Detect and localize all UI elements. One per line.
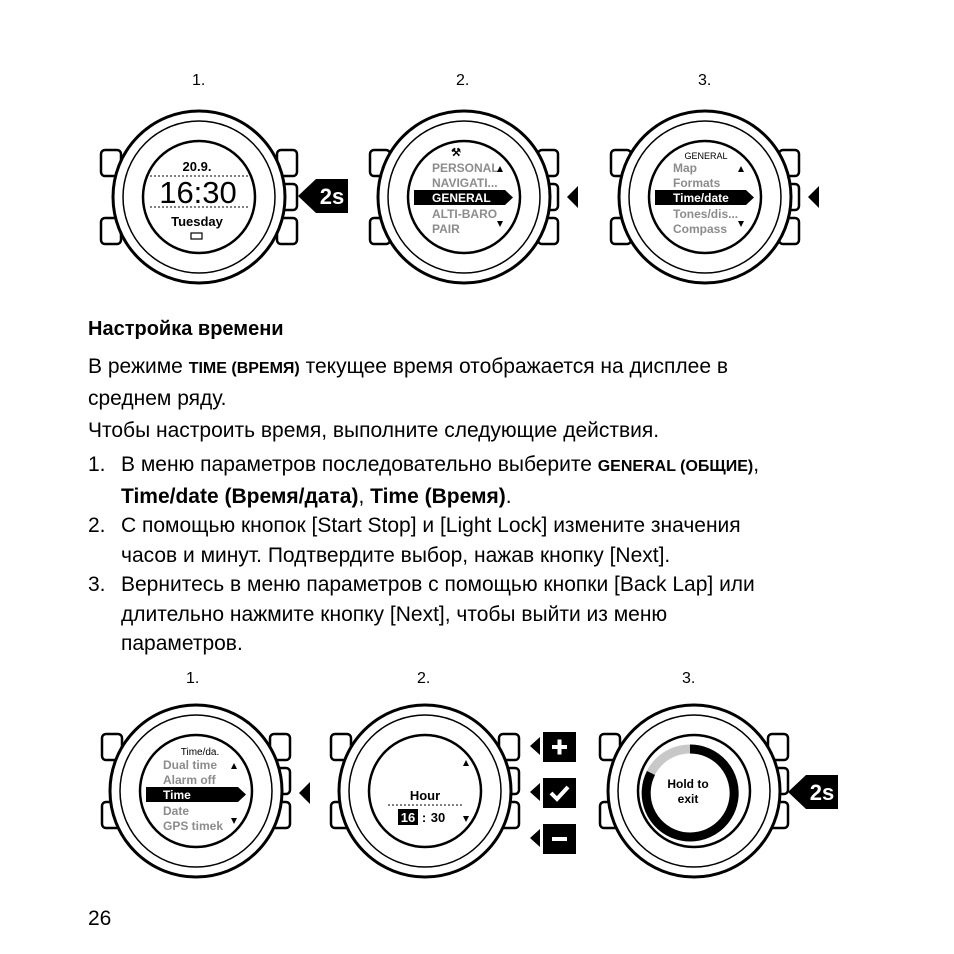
menu-item: PERSONAL [432, 161, 499, 175]
step-number-3: 3. [682, 670, 696, 687]
press-arrow-icon [299, 782, 310, 804]
menu-item: Date [163, 804, 190, 818]
minute-value: 30 [430, 810, 446, 825]
hold-text-line1: Hold to [667, 777, 709, 791]
watch1-day: Tuesday [171, 214, 223, 229]
wrench-icon: ⚒ [451, 147, 461, 159]
check-button-icon [530, 778, 576, 808]
menu-item: Alarm off [163, 773, 216, 787]
time-separator: : [421, 810, 427, 825]
menu-header: GENERAL [684, 151, 728, 161]
menu-item-selected: GENERAL [432, 191, 491, 205]
menu-item: Tones/dis... [673, 207, 739, 221]
press-arrow-icon [567, 186, 578, 208]
watch-main-menu [370, 111, 558, 283]
hour-label: Hour [409, 788, 441, 803]
watch1-time: 16:30 [159, 175, 237, 210]
step-number-1: 1. [192, 72, 206, 89]
minus-button-icon [530, 824, 576, 854]
svg-text:2s: 2s [809, 780, 835, 805]
top-figure [0, 60, 954, 290]
lead-paragraph: Чтобы настроить время, выполните следующие действия. [88, 419, 660, 442]
menu-item: NAVIGATI... [432, 176, 498, 190]
hold-2s-badge [298, 179, 348, 213]
watch-time-display [101, 111, 297, 283]
step-number-2: 2. [417, 670, 431, 687]
list-item: 2. С помощью кнопок [Start Stop] и [Light Lock] измените значения часов и минут. Подтвердите выбор, нажав кнопку [Next]. [88, 514, 741, 567]
plus-button-icon [530, 732, 576, 762]
menu-item-selected: Time [163, 788, 191, 802]
bottom-watches-svg [0, 658, 954, 898]
menu-item: ALTI-BARO [432, 207, 498, 221]
watch-hold-to-exit [600, 705, 788, 877]
intro-paragraph: В режиме TIME (ВРЕМЯ) текущее время отображается на дисплее в среднем ряду. [88, 355, 728, 410]
watch1-date: 20.9. [182, 159, 212, 174]
step-number-1: 1. [186, 670, 200, 687]
svg-text:2s: 2s [319, 184, 345, 209]
hold-text-line2: exit [677, 792, 699, 806]
hour-value: 16 [400, 810, 416, 825]
steps-list [88, 450, 878, 659]
watch-general-menu [611, 111, 799, 283]
menu-item: Map [673, 161, 697, 175]
menu-header: Time/da. [180, 747, 220, 758]
step-number-2: 2. [456, 72, 470, 89]
bottom-figure [0, 658, 954, 898]
step-number-3: 3. [698, 72, 712, 89]
section-heading: Настройка времени [88, 318, 284, 340]
list-item: 3. Вернитесь в меню параметров с помощью кнопки [Back Lap] или длительно нажмите кнопку [Next], чтобы выйти из меню параметров. [88, 573, 755, 655]
watch-hour-adjust [331, 705, 519, 877]
menu-item: Dual time [163, 758, 218, 772]
press-arrow-icon [808, 186, 819, 208]
page-number: 26 [88, 907, 112, 930]
menu-item: GPS timek [163, 819, 224, 833]
menu-item-selected: Time/date [673, 191, 729, 205]
top-watches-svg [0, 60, 954, 290]
hold-2s-badge [788, 775, 838, 809]
menu-item: Compass [673, 222, 728, 236]
list-item: 1. В меню параметров последовательно выберите GENERAL (ОБЩИЕ), Time/date (Время/дата), Time (Время). [88, 453, 760, 508]
menu-item: Formats [673, 176, 721, 190]
menu-item: PAIR [432, 222, 460, 236]
watch-time-date-menu [102, 705, 290, 877]
